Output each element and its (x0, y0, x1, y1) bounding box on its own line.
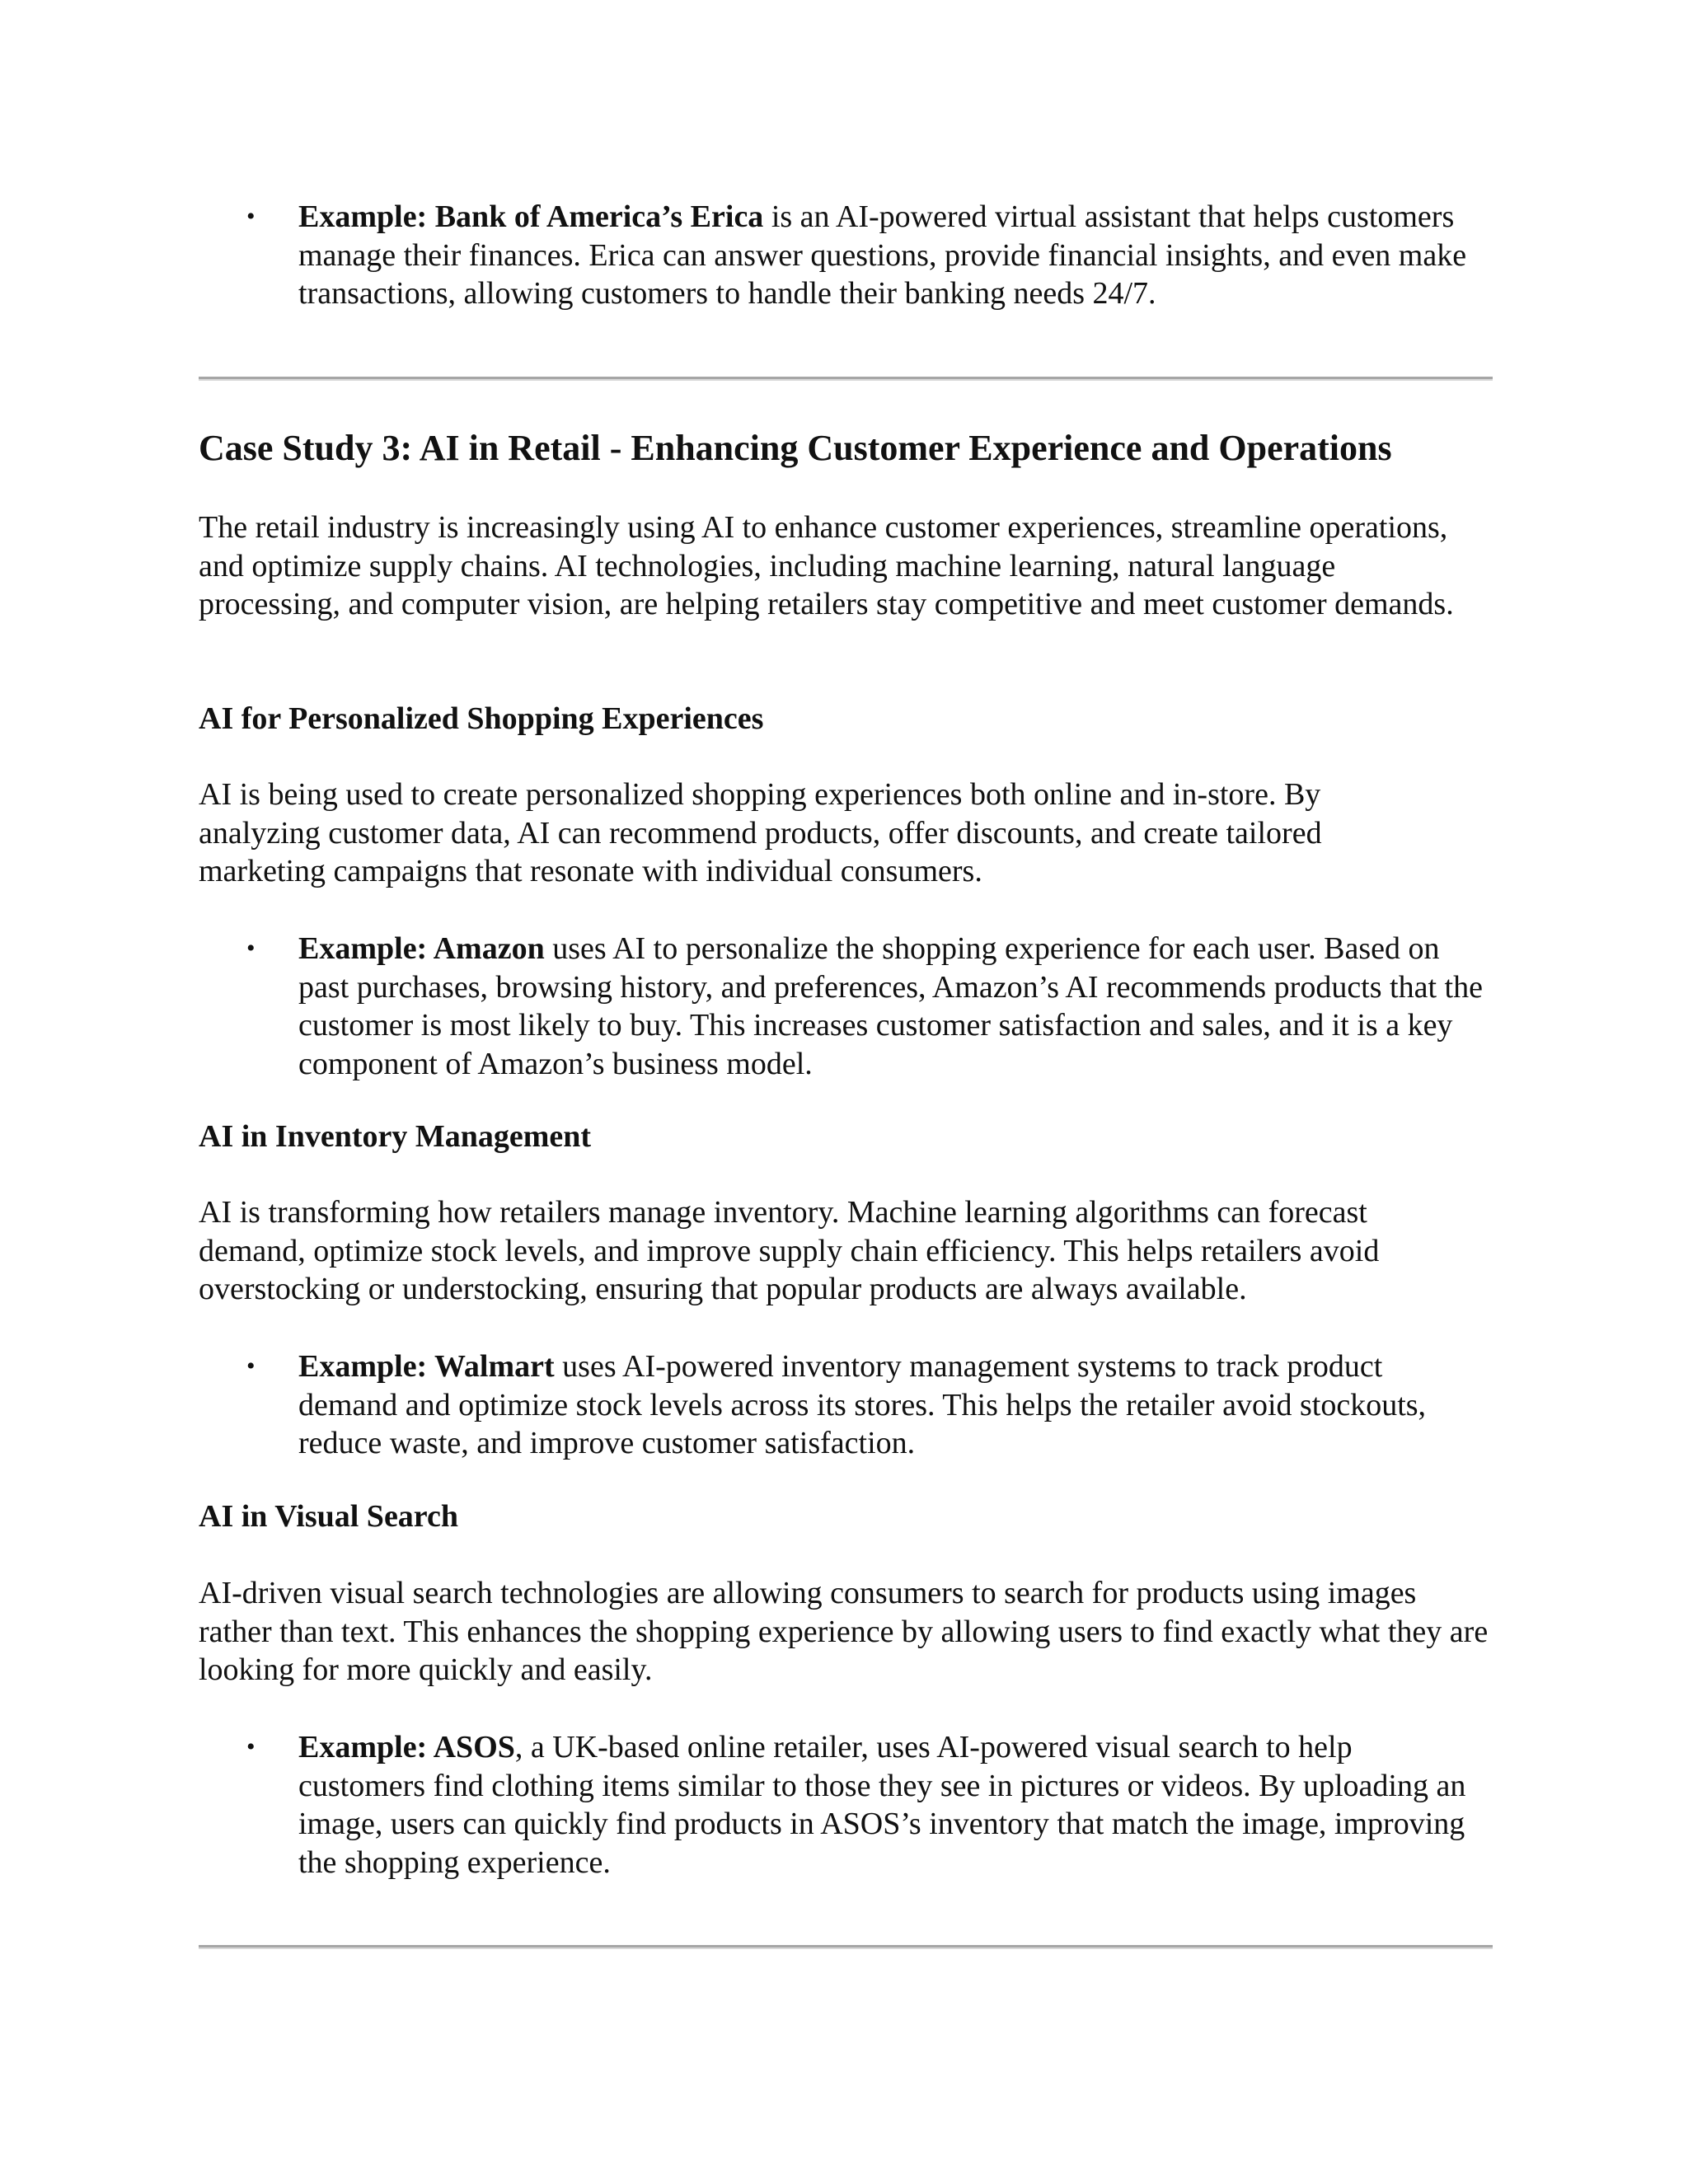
section-heading: AI in Inventory Management (199, 1119, 592, 1154)
bullet-item-walmart (199, 1347, 1476, 1463)
example-label: Example: Bank of America’s Erica (298, 199, 764, 234)
example-text: is an AI-powered virtual assistant that helps customers manage their finances. Erica can answer questions, provide financial insights, and even make transactions, allowing customers to handle their banking needs 24/7. (298, 199, 1467, 311)
section-body-block-2 (199, 1193, 1476, 1309)
bullet-dot: • (246, 1733, 256, 1760)
example-label: Example: Amazon (298, 931, 545, 966)
bullet-dot: • (246, 935, 256, 962)
case-study-title: Case Study 3: AI in Retail - Enhancing Customer Experience and Operations (199, 428, 1392, 468)
section-heading-block-1 (199, 700, 1493, 738)
case-study-intro-block (199, 509, 1468, 624)
section-heading-block-2 (199, 1118, 1493, 1155)
horizontal-rule-top (199, 377, 1493, 381)
section-body: AI is being used to create personalized shopping experiences both online and in-store. By analyzing customer data, AI can recommend products, offer discounts, and create tailored marketing campaigns that resonate with individual consumers. (199, 777, 1322, 888)
case-study-title-block (199, 426, 1493, 471)
bullet-dot: • (246, 1352, 256, 1380)
horizontal-rule-bottom (199, 1945, 1493, 1949)
section-heading-block-3 (199, 1497, 1493, 1535)
section-body: AI-driven visual search technologies are allowing consumers to search for products using images rather than text. This enhances the shopping experience by allowing users to find exactly what they are looking for more quickly and easily. (199, 1576, 1489, 1687)
example-text: uses AI to personalize the shopping experience for each user. Based on past purchases, browsing history, and preferences, Amazon’s AI recommends products that the customer is most likely to buy. This increases customer satisfaction and sales, and it is a key component of Amazon’s business model. (298, 931, 1483, 1081)
bullet-item-erica (199, 198, 1493, 313)
bullet-item-asos (199, 1728, 1484, 1882)
section-heading: AI for Personalized Shopping Experiences (199, 701, 764, 736)
example-label: Example: Walmart (298, 1349, 555, 1384)
example-text: uses AI-powered inventory management systems to track product demand and optimize stock levels across its stores. This helps the retailer avoid stockouts, reduce waste, and improve customer satisfaction. (298, 1349, 1427, 1460)
section-heading: AI in Visual Search (199, 1499, 458, 1534)
bullet-item-amazon (199, 930, 1484, 1083)
example-label: Example: ASOS (298, 1730, 515, 1765)
section-body-block-3 (199, 1574, 1489, 1690)
example-text: , a UK-based online retailer, uses AI-powered visual search to help customers find clothing items similar to those they see in pictures or videos. By uploading an image, users can quickly find products in ASOS’s inventory that match the image, improving the shopping experience. (298, 1730, 1466, 1880)
bullet-dot: • (246, 203, 256, 230)
case-study-intro: The retail industry is increasingly using AI to enhance customer experiences, streamline operations, and optimize supply chains. AI technologies, including machine learning, natural language processing, and computer vision, are helping retailers stay competitive and meet customer demands. (199, 510, 1454, 621)
section-body: AI is transforming how retailers manage inventory. Machine learning algorithms can forecast demand, optimize stock levels, and improve supply chain efficiency. This helps retailers avoid overstocking or understocking, ensuring that popular products are always available. (199, 1195, 1380, 1306)
section-body-block-1 (199, 776, 1402, 891)
